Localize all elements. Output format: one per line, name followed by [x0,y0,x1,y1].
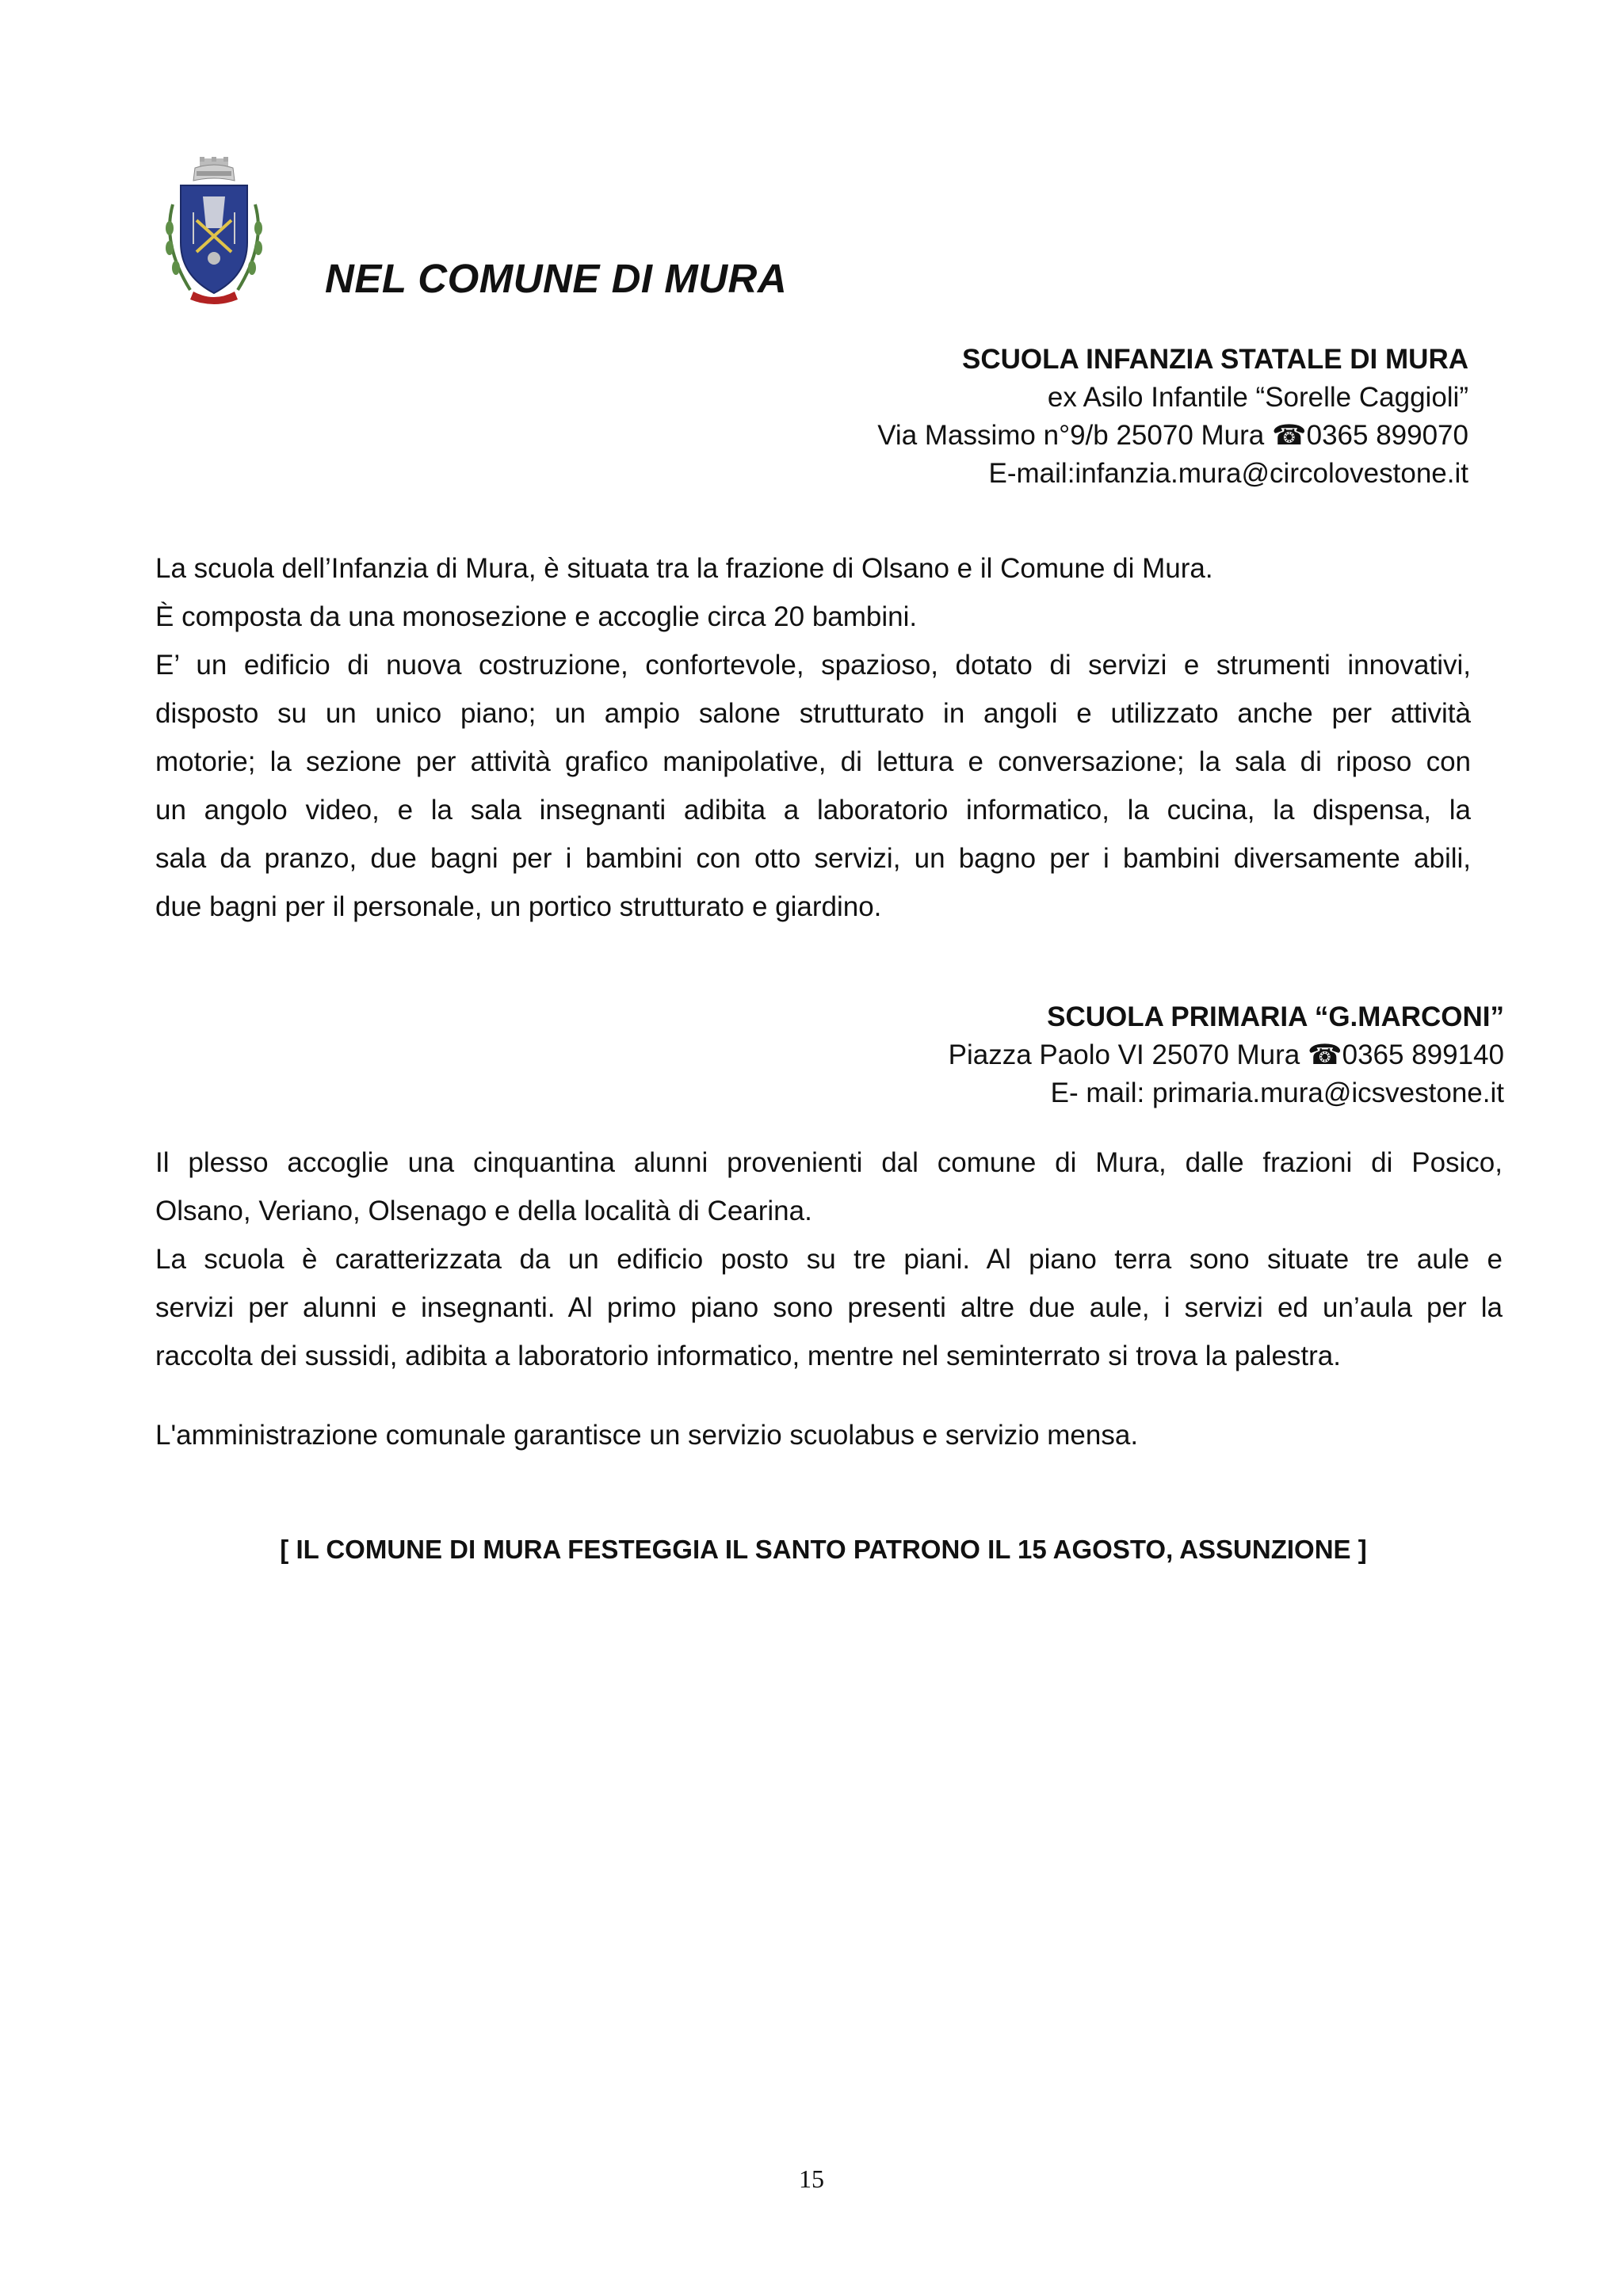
phone-icon: ☎ [1308,1039,1342,1070]
primaria-contact [949,1036,1504,1074]
infanzia-name: SCUOLA INFANZIA STATALE DI MURA [961,344,1468,375]
infanzia-header [877,341,1468,493]
text-line: due bagni per il personale, un portico strutturato e giardino. [155,891,882,922]
text-line: La scuola dell’Infanzia di Mura, è situata tra la frazione di Olsano e il Comune di Mura. [155,553,1213,584]
page-title: NEL COMUNE DI MURA [325,256,788,301]
text-line: motorie; la sezione per attività grafico manipolative, di lettura e conversazione; la sala di riposo con [155,746,1471,777]
text-line: La scuola è caratterizzata da un edificio posto su tre piani. Al piano terra sono situate tre aule e [155,1244,1503,1275]
text-line: disposto su un unico piano; un ampio salone strutturato in angoli e utilizzato anche per attività [155,698,1471,729]
text-line: Olsano, Veriano, Olsenago e della località di Cearina. [155,1196,812,1226]
text-line: raccolta dei sussidi, adibita a laboratorio informatico, mentre nel seminterrato si trova la palestra. [155,1341,1341,1371]
infanzia-contact [877,417,1468,455]
patrono-note: [ IL COMUNE DI MURA FESTEGGIA IL SANTO PATRONO IL 15 AGOSTO, ASSUNZIONE ] [280,1535,1367,1564]
text-line: sala da pranzo, due bagni per i bambini con otto servizi, un bagno per i bambini diversamente abili, [155,843,1471,874]
primaria-description [155,1138,1503,1380]
primaria-address: Piazza Paolo VI 25070 Mura [948,1039,1300,1070]
infanzia-subtitle: ex Asilo Infantile “Sorelle Caggioli” [1047,382,1468,413]
text-line: Il plesso accoglie una cinquantina alunni provenienti dal comune di Mura, dalle frazioni di Posico, [155,1147,1503,1178]
primaria-name: SCUOLA PRIMARIA “G.MARCONI” [1047,1001,1504,1032]
text-line: È composta da una monosezione e accoglie circa 20 bambini. [155,601,918,632]
text-line: servizi per alunni e insegnanti. Al primo piano sono presenti altre due aule, i servizi ed un’aula per la [155,1292,1503,1323]
infanzia-description [155,544,1471,931]
primaria-email: E- mail: primaria.mura@icsvestone.it [1050,1077,1504,1108]
phone-icon: ☎ [1272,420,1307,451]
servizi-text: L'amministrazione comunale garantisce un servizio scuolabus e servizio mensa. [155,1420,1139,1451]
primaria-header [949,998,1504,1112]
infanzia-address: Via Massimo n°9/b 25070 Mura [877,420,1265,451]
infanzia-email: E-mail:infanzia.mura@circolovestone.it [988,458,1468,489]
page-number: 15 [799,2164,824,2193]
primaria-phone: 0365 899140 [1342,1039,1504,1070]
text-line: un angolo video, e la sala insegnanti adibita a laboratorio informatico, la cucina, la dispensa, la [155,795,1471,826]
text-line: E’ un edificio di nuova costruzione, confortevole, spazioso, dotato di servizi e strumenti innovativi, [155,650,1471,681]
infanzia-phone: 0365 899070 [1306,420,1468,451]
coat-of-arms-icon [158,157,269,307]
